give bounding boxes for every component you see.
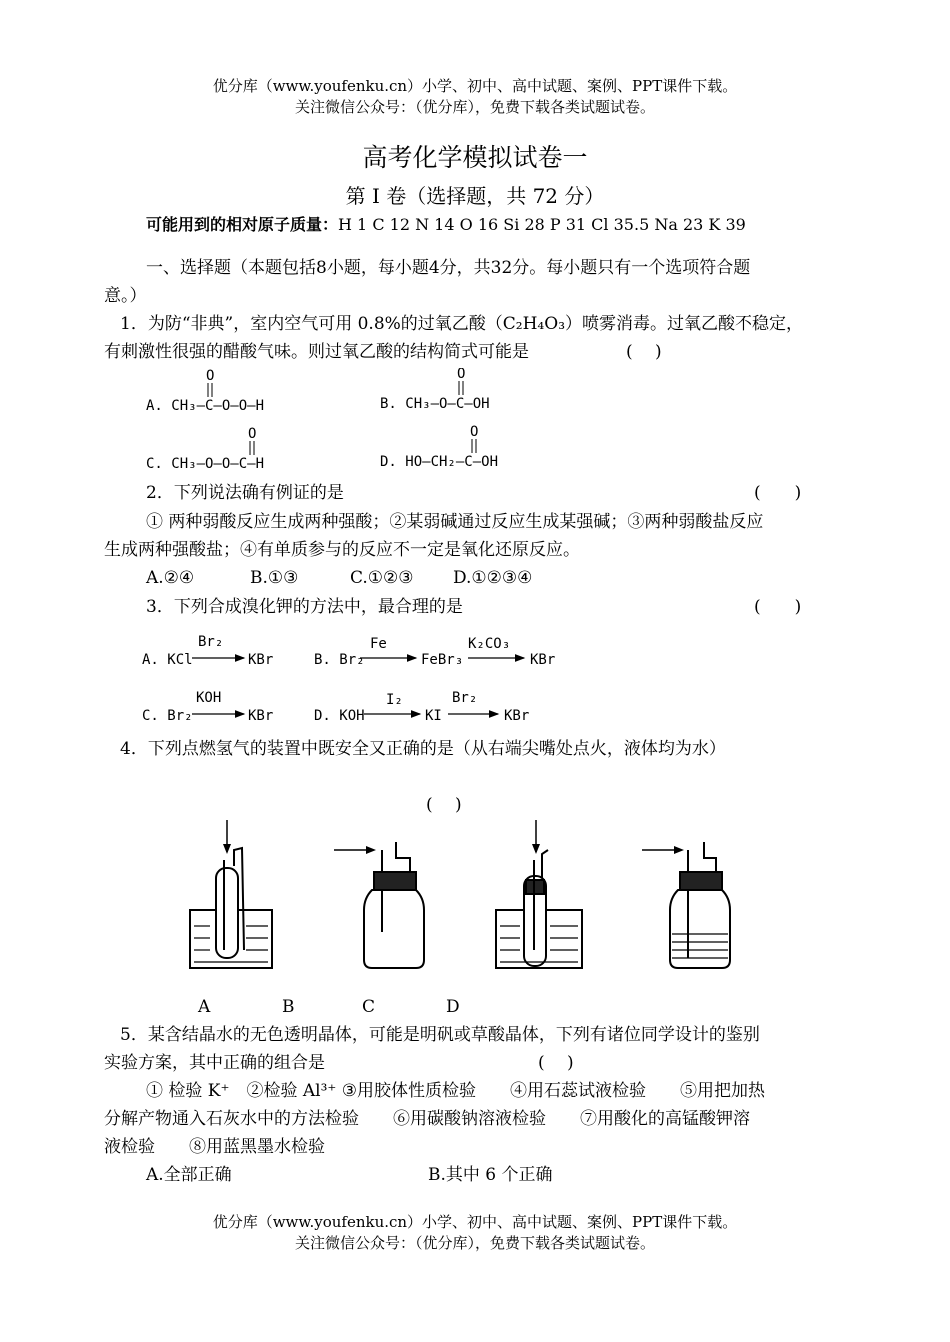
q2-answer-paren: ( ) — [754, 483, 802, 503]
q1-structures — [140, 368, 560, 478]
q5-answer-paren: ( ) — [538, 1053, 574, 1073]
q4-apparatus-a — [190, 820, 272, 968]
q4-stem: 4．下列点燃氢气的装置中既安全又正确的是（从右端尖嘴处点火，液体均为水） — [120, 739, 726, 759]
q1-line-1: 1．为防“非典”，室内空气可用 0.8%的过氧乙酸（C₂H₄O₃）喷雾消毒。过氧乙酸不稳定， — [120, 314, 804, 334]
footer-line-1: 优分库（www.youfenku.cn）小学、初中、高中试题、案例、PPT课件下载。 — [212, 1213, 738, 1231]
q1-option-c: C. CH₃—O—O—C—H — [146, 456, 265, 472]
q3-d-reagent2: Br₂ — [452, 690, 478, 706]
q3-d-start: D. KOH — [314, 708, 365, 724]
q5-line-3: ① 检验 K⁺ ②检验 Al³⁺ ③用胶体性质检验 ④用石蕊试液检验 ⑤用把加热 — [146, 1081, 766, 1101]
atomic-masses-values: H 1 C 12 N 14 O 16 Si 28 P 31 Cl 35.5 Na 23 K 39 — [338, 215, 746, 234]
q3-d-reagent1: I₂ — [386, 692, 403, 708]
q3-b-reagent1: Fe — [370, 636, 387, 652]
q3-d-mid: KI — [425, 708, 442, 724]
q3-b-reagent2: K₂CO₃ — [468, 636, 511, 652]
q4-answer-paren: ( ) — [426, 795, 462, 815]
q2-line-2: 生成两种强酸盐；④有单质参与的反应不一定是氧化还原反应。 — [104, 540, 580, 560]
instructions-line-2: 意。） — [104, 286, 147, 306]
section-title: 第 I 卷（选择题，共 72 分） — [345, 184, 605, 208]
q4-apparatus-c — [496, 820, 582, 968]
q1-answer-paren: ( ) — [626, 342, 662, 362]
atomic-masses — [146, 212, 746, 235]
header-line-1: 优分库（www.youfenku.cn）小学、初中、高中试题、案例、PPT课件下载。 — [212, 77, 738, 95]
q1-option-c-oxygen: O — [248, 426, 257, 442]
footer-line-2: 关注微信公众号：（优分库），免费下载各类试题试卷。 — [294, 1234, 655, 1252]
q5-line-4: 分解产物通入石灰水中的方法检验 ⑥用碳酸钠溶液检验 ⑦用酸化的高锰酸钾溶 — [104, 1109, 750, 1129]
q4-label-a: A — [198, 997, 211, 1017]
q3-c-start: C. Br₂ — [142, 708, 193, 724]
q4-label-c: C — [362, 997, 376, 1017]
q4-apparatus-b — [334, 842, 424, 968]
q4-apparatus-d — [642, 842, 730, 968]
q4-apparatus — [180, 820, 760, 980]
q3-reactions — [138, 628, 578, 732]
q4-label-d: D — [446, 997, 460, 1017]
q3-answer-paren: ( ) — [754, 597, 802, 617]
q2-option-a: A.②④ — [146, 568, 195, 588]
q1-option-b-oxygen: O — [457, 368, 466, 382]
q2-line-1: ① 两种弱酸反应生成两种强酸；②某弱碱通过反应生成某强碱；③两种弱酸盐反应 — [146, 512, 764, 532]
q5-line-1: 5．某含结晶水的无色透明晶体，可能是明矾或草酸晶体，下列有诸位同学设计的鉴别 — [120, 1025, 760, 1045]
q3-stem: 3．下列合成溴化钾的方法中，最合理的是 — [146, 597, 463, 617]
q3-b-start: B. Br₂ — [314, 652, 365, 668]
q1-option-a-oxygen: O — [206, 368, 215, 384]
instructions-line-1: 一、选择题（本题包括8小题，每小题4分，共32分。每小题只有一个选项符合题 — [146, 258, 751, 278]
q5-option-a: A.全部正确 — [146, 1165, 232, 1185]
q3-b-product: KBr — [530, 652, 556, 668]
q2-option-b: B.①③ — [250, 568, 299, 588]
q2-option-d: D.①②③④ — [453, 568, 533, 588]
q3-a-reagent: Br₂ — [198, 634, 224, 650]
header-line-2: 关注微信公众号：（优分库），免费下载各类试题试卷。 — [294, 98, 655, 116]
q1-option-d: D. HO—CH₂—C—OH — [380, 454, 499, 470]
q3-b-mid: FeBr₃ — [421, 652, 464, 668]
q1-line-2: 有刺激性很强的醋酸气味。则过氧乙酸的结构简式可能是 — [104, 342, 529, 362]
q5-line-2: 实验方案，其中正确的组合是 — [104, 1053, 325, 1073]
q3-c-reagent: KOH — [196, 690, 222, 706]
atomic-masses-label: 可能用到的相对原子质量： — [146, 215, 339, 234]
q2-option-c: C.①②③ — [350, 568, 414, 588]
q5-line-5: 液检验 ⑧用蓝黑墨水检验 — [104, 1137, 325, 1157]
q1-option-b: B. CH₃—O—C—OH — [380, 396, 490, 412]
q5-option-b: B.其中 6 个正确 — [428, 1165, 553, 1185]
q1-option-d-oxygen: O — [470, 424, 479, 440]
q2-stem: 2．下列说法确有例证的是 — [146, 483, 344, 503]
q1-option-a: A. CH₃—C—O—O—H — [146, 398, 265, 414]
q4-label-b: B — [282, 997, 295, 1017]
page-title: 高考化学模拟试卷一 — [362, 143, 588, 172]
q3-d-product: KBr — [504, 708, 530, 724]
q3-a-product: KBr — [248, 652, 274, 668]
q3-c-product: KBr — [248, 708, 274, 724]
q3-a-start: A. KCl — [142, 652, 193, 668]
